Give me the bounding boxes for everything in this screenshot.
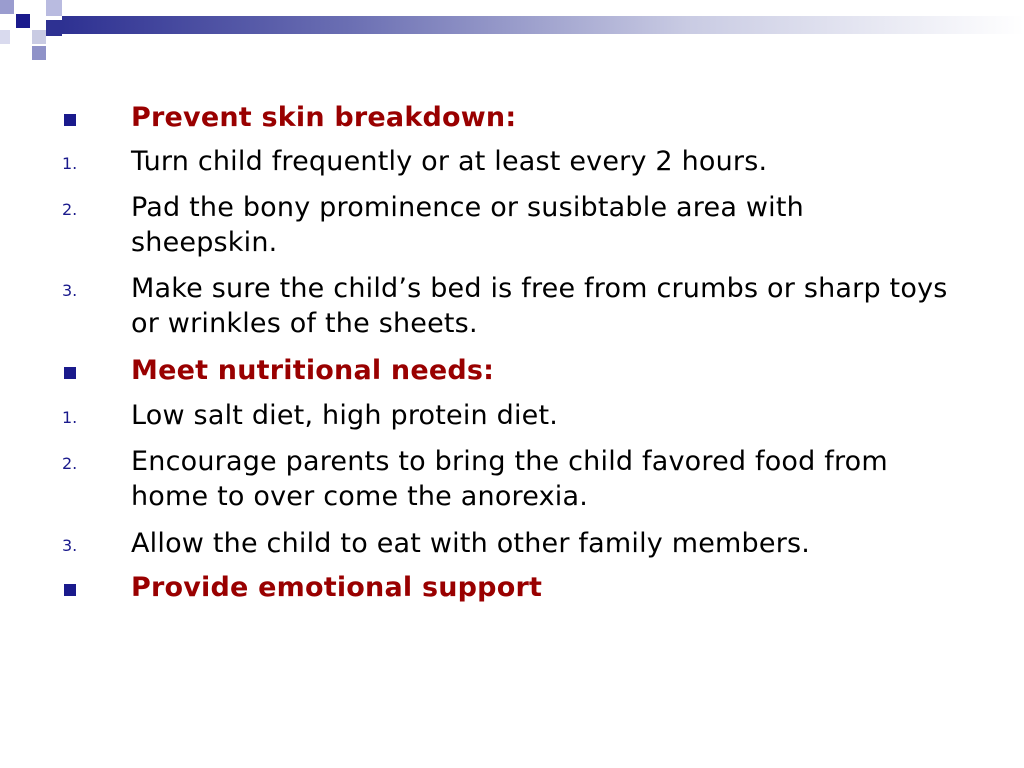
section-heading: Meet nutritional needs: — [131, 355, 495, 386]
item-number: 1. — [62, 408, 78, 427]
item-text: Allow the child to eat with other family members. — [131, 528, 811, 559]
section-heading: Provide emotional support — [131, 572, 543, 603]
item-text: Turn child frequently or at least every 2 hours. — [131, 146, 768, 177]
section-heading: Prevent skin breakdown: — [131, 102, 517, 133]
item-number: 3. — [62, 281, 78, 300]
item-text: Make sure the child’s bed is free from crumbs or sharp toys or wrinkles of the sheets. — [131, 273, 948, 339]
item-text: Pad the bony prominence or susibtable area with sheepskin. — [131, 192, 804, 258]
item-text: Low salt diet, high protein diet. — [131, 400, 559, 431]
item-number: 1. — [62, 154, 78, 173]
item-number: 3. — [62, 536, 78, 555]
item-text: Encourage parents to bring the child favored food from home to over come the anorexia. — [131, 446, 888, 512]
square-bullet-icon — [64, 114, 76, 126]
square-bullet-icon — [64, 367, 76, 379]
item-number: 2. — [62, 454, 78, 473]
item-number: 2. — [62, 200, 78, 219]
square-bullet-icon — [64, 584, 76, 596]
